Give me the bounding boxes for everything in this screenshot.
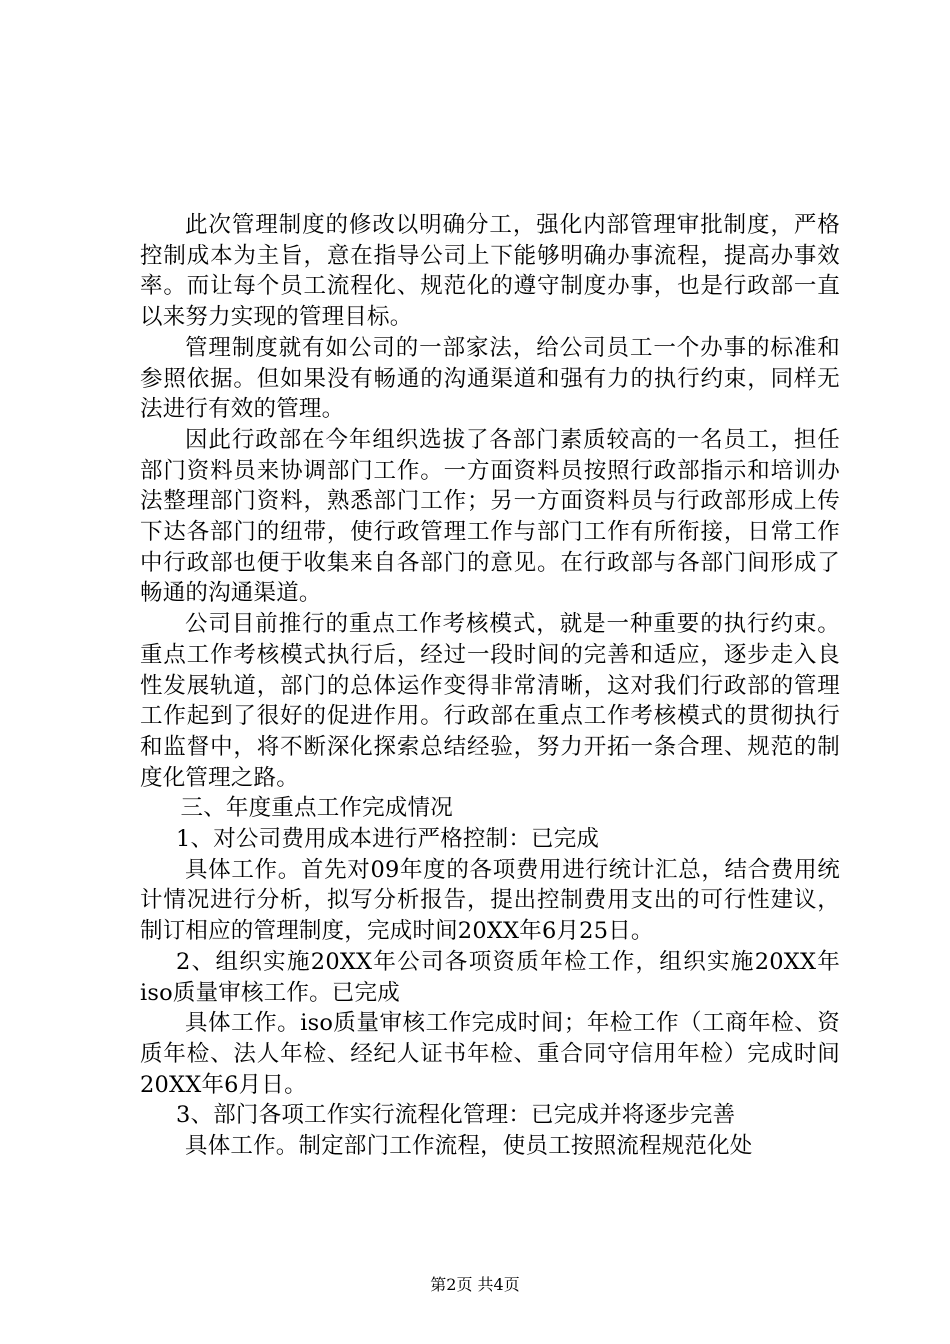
document-body <box>140 210 840 1162</box>
item-process-management: 3、部门各项工作实行流程化管理：已完成并将逐步完善 <box>176 1102 736 1129</box>
item-annual-inspection: 2、组织实施20XX年公司各项资质年检工作，组织实施20XX年iso质量审核工作。已完成 <box>140 948 840 1006</box>
page-footer: 第2页 共4页 <box>430 1275 520 1294</box>
paragraph-process-detail: 具体工作。制定部门工作流程，使员工按照流程规范化处 <box>185 1133 753 1160</box>
item-cost-control: 1、对公司费用成本进行严格控制：已完成 <box>176 826 600 853</box>
paragraph-management-revision: 此次管理制度的修改以明确分工，强化内部管理审批制度，严格控制成本为主旨，意在指导公司上下能够明确办事流程，提高办事效率。而让每个员工流程化、规范化的遵守制度办事，也是行政部一直以来努力实现的管理目标。 <box>140 212 840 331</box>
paragraph-inspection-detail: 具体工作。iso质量审核工作完成时间；年检工作（工商年检、资质年检、法人年检、经纪人证书年检、重合同守信用年检）完成时间20XX年6月日。 <box>140 1010 840 1098</box>
paragraph-document-clerk: 因此行政部在今年组织选拔了各部门素质较高的一名员工，担任部门资料员来协调部门工作。一方面资料员按照行政部指示和培训办法整理部门资料，熟悉部门工作；另一方面资料员与行政部形成上传下达各部门的纽带，使行政管理工作与部门工作有所衔接，日常工作中行政部也便于收集来自各部门的意见。在行政部与各部门间形成了畅通的沟通渠道。 <box>140 426 840 607</box>
section-heading-annual-work: 三、年度重点工作完成情况 <box>180 795 453 822</box>
paragraph-cost-control-detail: 具体工作。首先对09年度的各项费用进行统计汇总，结合费用统计情况进行分析，拟写分析报告，提出控制费用支出的可行性建议，制订相应的管理制度，完成时间20XX年6月25日。 <box>140 856 840 945</box>
paragraph-company-law: 管理制度就有如公司的一部家法，给公司员工一个办事的标准和参照依据。但如果没有畅通的沟通渠道和强有力的执行约束，同样无法进行有效的管理。 <box>140 334 840 423</box>
paragraph-assessment-mode: 公司目前推行的重点工作考核模式，就是一种重要的执行约束。重点工作考核模式执行后，经过一段时间的完善和适应，逐步走入良性发展轨道，部门的总体运作变得非常清晰，这对我们行政部的管理工作起到了很好的促进作用。行政部在重点工作考核模式的贯彻执行和监督中，将不断深化探索总结经验，努力开拓一条合理、规范的制度化管理之路。 <box>140 611 840 791</box>
